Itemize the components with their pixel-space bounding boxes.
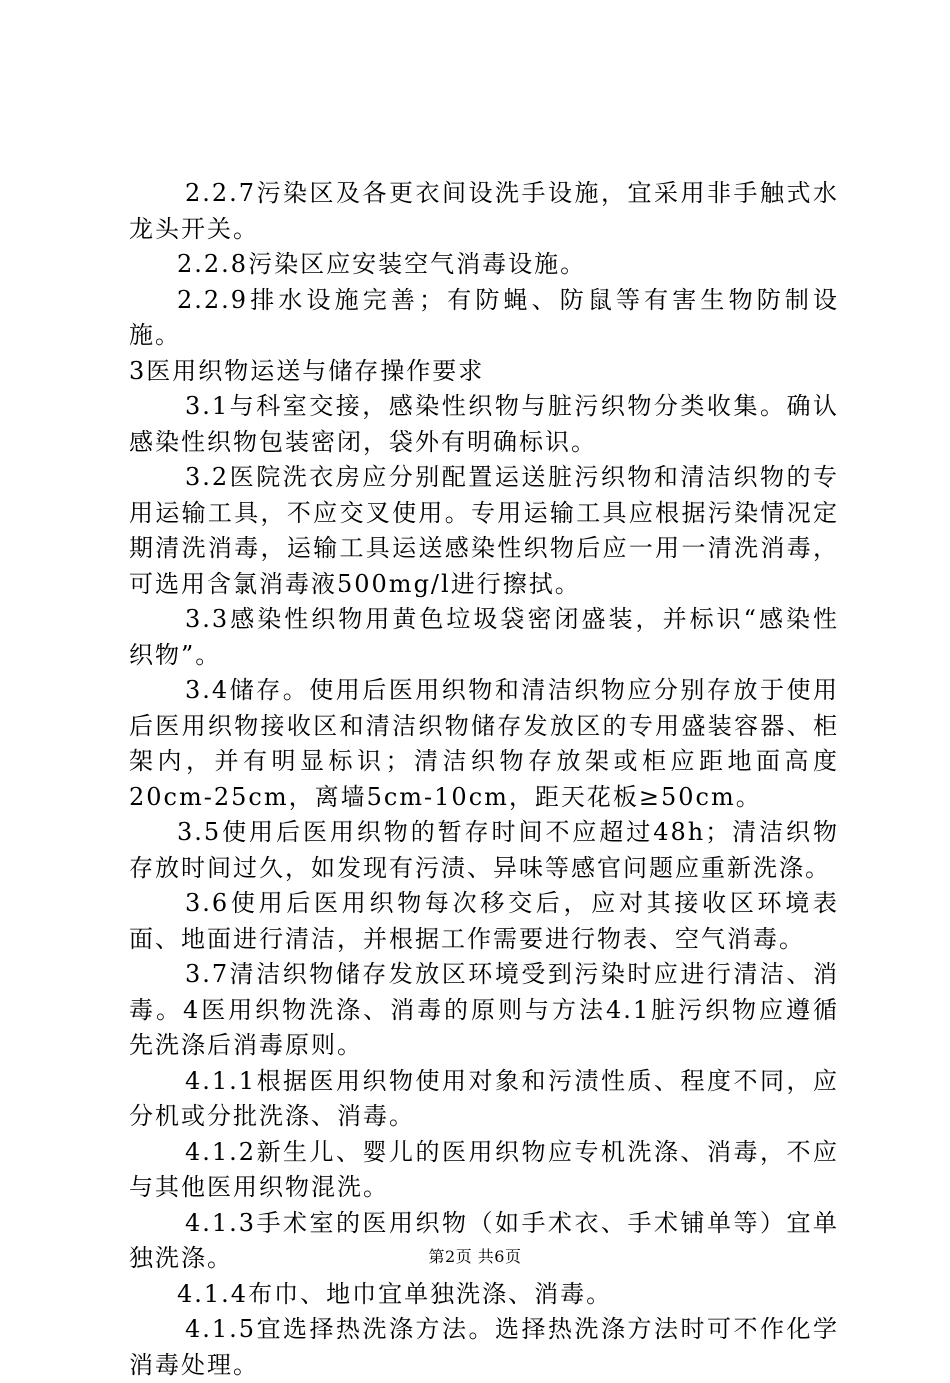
paragraph-3-3: 3.3感染性织物用黄色垃圾袋密闭盛装，并标识“感染性织物”。 <box>129 605 839 669</box>
paragraph-4-1-2: 4.1.2新生儿、婴儿的医用织物应专机洗涤、消毒，不应与其他医用织物混洗。 <box>129 1137 839 1201</box>
paragraph-4-1-5: 4.1.5宜选择热洗涤方法。选择热洗涤方法时可不作化学消毒处理。 <box>129 1315 839 1379</box>
paragraph-3-4: 3.4储存。使用后医用织物和清洁织物应分别存放于使用后医用织物接收区和清洁织物储存发放区的专用盛装容器、柜架内，并有明显标识；清洁织物存放架或柜应距地面高度20cm-25cm，离墙5cm-10cm，距天花板≥50cm。 <box>129 676 839 811</box>
paragraph-2-2-7: 2.2.7污染区及各更衣间设洗手设施，宜采用非手触式水龙头开关。 <box>129 179 839 243</box>
paragraph-3-5: 3.5使用后医用织物的暂存时间不应超过48h；清洁织物存放时间过久，如发现有污渍、异味等感官问题应重新洗涤。 <box>129 818 839 882</box>
paragraph-3-1: 3.1与科室交接，感染性织物与脏污织物分类收集。确认感染性织物包装密闭，袋外有明确标识。 <box>129 392 839 456</box>
paragraph-2-2-8: 2.2.8污染区应安装空气消毒设施。 <box>177 250 587 278</box>
document-body <box>129 176 839 1383</box>
section-heading-3: 3医用织物运送与储存操作要求 <box>129 356 485 385</box>
paragraph-3-7: 3.7清洁织物储存发放区环境受到污染时应进行清洁、消毒。4医用织物洗涤、消毒的原则与方法4.1脏污织物应遵循先洗涤后消毒原则。 <box>129 960 839 1059</box>
paragraph-4-1-4: 4.1.4布巾、地巾宜单独洗涤、消毒。 <box>177 1279 613 1308</box>
paragraph-3-2: 3.2医院洗衣房应分别配置运送脏污织物和清洁织物的专用运输工具，不应交叉使用。专用运输工具应根据污染情况定期清洗消毒，运输工具运送感染性织物后应一用一清洗消毒，可选用含氯消毒液500mg/l进行擦拭。 <box>129 463 839 598</box>
paragraph-3-6: 3.6使用后医用织物每次移交后，应对其接收区环境表面、地面进行清洁，并根据工作需要进行物表、空气消毒。 <box>129 889 839 953</box>
paragraph-2-2-9: 2.2.9排水设施完善；有防蝇、防鼠等有害生物防制设施。 <box>129 285 839 349</box>
paragraph-4-1-1: 4.1.1根据医用织物使用对象和污渍性质、程度不同，应分机或分批洗涤、消毒。 <box>129 1066 839 1130</box>
paragraph-4-1-3: 4.1.3手术室的医用织物（如手术衣、手术铺单等）宜单独洗涤。 <box>129 1208 839 1272</box>
page-footer: 第2页 共6页 <box>428 1247 522 1266</box>
